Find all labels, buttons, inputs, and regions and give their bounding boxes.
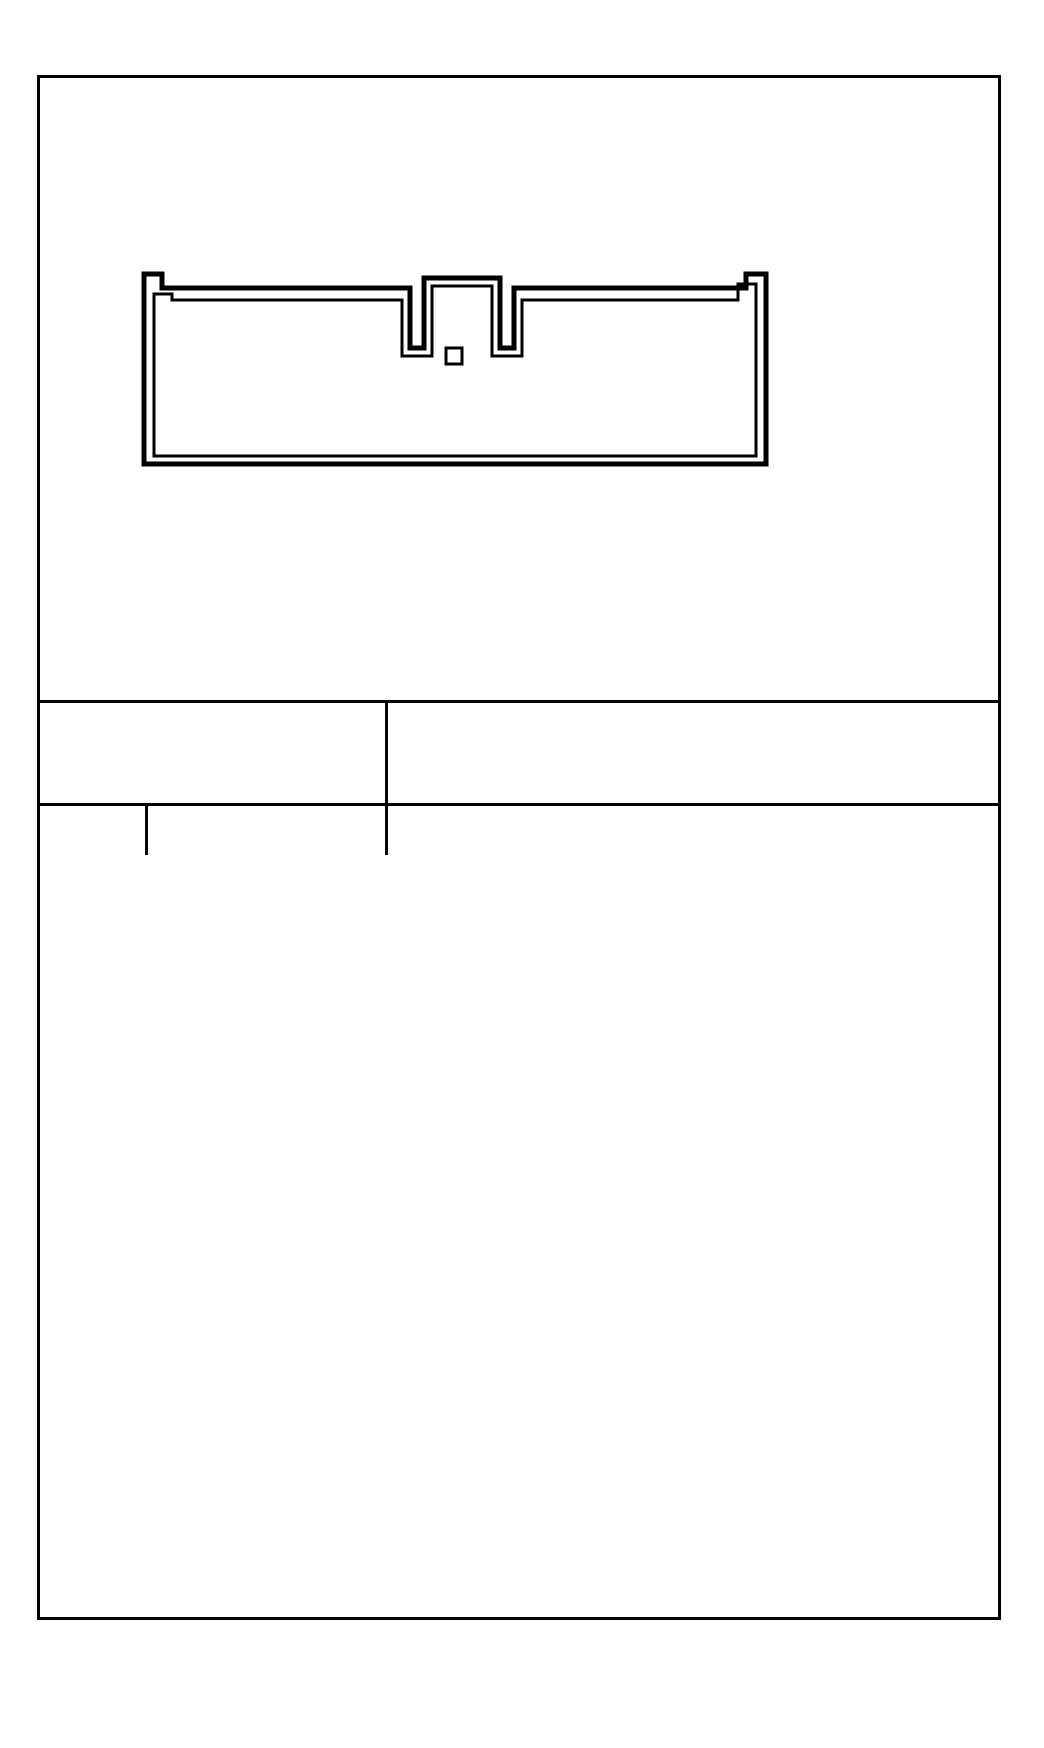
header-function (386, 805, 998, 856)
part-info-row (40, 702, 998, 805)
header-wire-color (146, 805, 386, 856)
header-pin (40, 805, 146, 856)
pinout-table (40, 700, 998, 855)
connector-diagram (40, 78, 998, 700)
connector-face-drawing (40, 78, 998, 700)
part-info-label (40, 702, 386, 805)
part-info-values (386, 702, 998, 805)
connector-housing (144, 274, 766, 464)
connector-inner-wall (154, 284, 756, 456)
table-header-row (40, 805, 998, 856)
connector-sheet (37, 75, 1001, 1620)
polarization-key (446, 348, 462, 364)
